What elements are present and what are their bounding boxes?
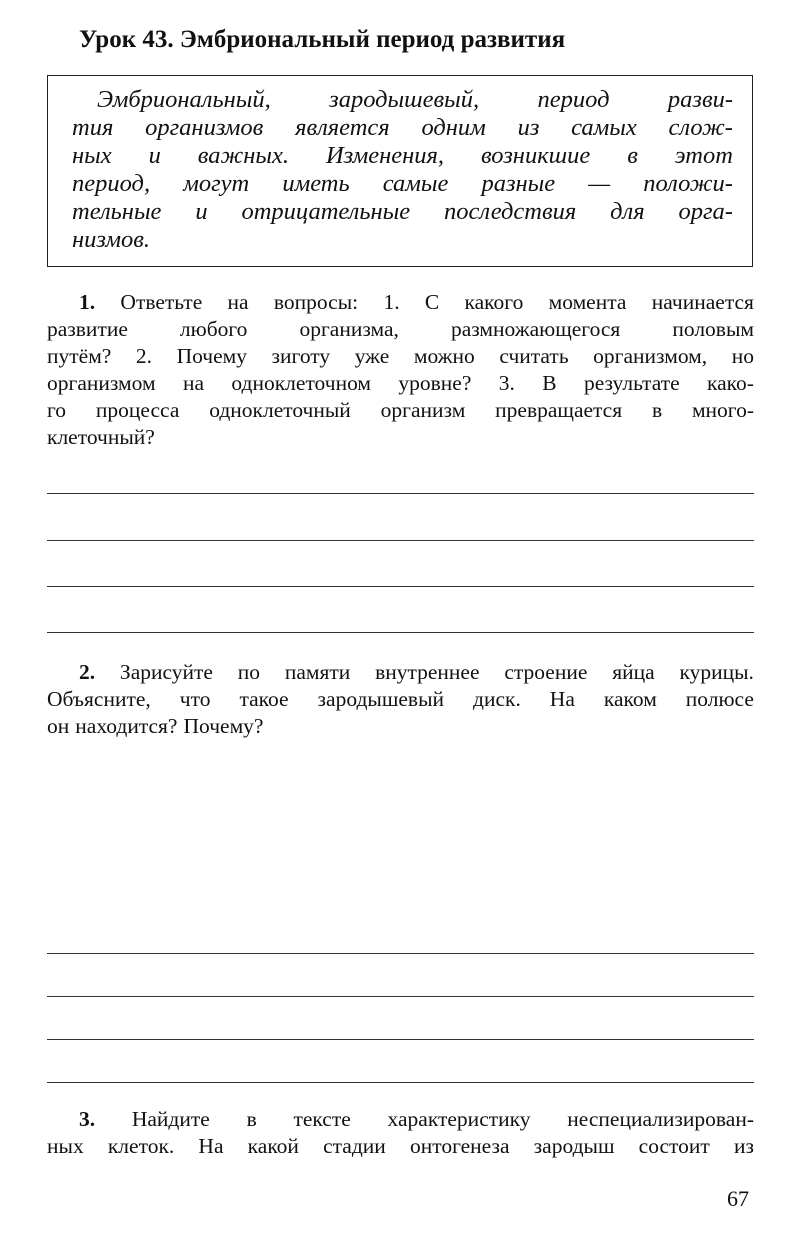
word: онтогенеза: [409, 1134, 510, 1158]
word: строение: [504, 660, 588, 684]
word: Объясните,: [47, 687, 151, 711]
word: результате: [583, 371, 680, 395]
lesson-title: Урок 43. Эмбриональный период развития: [79, 26, 566, 53]
answer-line[interactable]: [47, 996, 754, 997]
word: важных.: [197, 142, 290, 169]
word: положи-: [643, 170, 733, 197]
answer-line[interactable]: [47, 493, 754, 494]
word: процесса: [95, 398, 180, 422]
word: и: [148, 142, 161, 169]
word: слож-: [668, 114, 733, 141]
word: развитие: [47, 317, 128, 341]
word: тия: [72, 114, 114, 141]
answer-line[interactable]: [47, 1039, 754, 1040]
word: го: [47, 398, 67, 422]
word: Ответьте: [120, 290, 203, 314]
word: одноклеточном: [231, 371, 372, 395]
intro-line: [72, 227, 150, 253]
word: полюсе: [685, 687, 754, 711]
word: тельные: [72, 198, 162, 225]
word: момента: [548, 290, 627, 314]
word: самые: [382, 170, 449, 197]
word: каком: [603, 687, 657, 711]
word: разные: [481, 170, 556, 197]
word: клеточный?: [47, 425, 155, 449]
word: что: [179, 687, 211, 711]
word: В: [542, 371, 557, 395]
word: С: [424, 290, 440, 314]
page-number: 67: [727, 1186, 749, 1211]
word: На: [549, 687, 575, 711]
intro-line: [72, 143, 733, 169]
word: могут: [183, 170, 250, 197]
task-number: 1.: [79, 290, 96, 314]
task-1-line: [47, 397, 754, 423]
word: является: [295, 114, 390, 141]
word: 1.: [383, 290, 400, 314]
word: отрицательные: [241, 198, 411, 225]
word: период,: [72, 170, 151, 197]
word: клеток.: [107, 1134, 175, 1158]
word: курицы.: [679, 660, 754, 684]
answer-line[interactable]: [47, 632, 754, 633]
task-1-line: [79, 289, 754, 315]
word: период: [537, 86, 610, 113]
word: 3.: [498, 371, 515, 395]
word: ных: [47, 1134, 84, 1158]
word: начинается: [651, 290, 754, 314]
word: зиготу: [271, 344, 331, 368]
intro-line: [72, 199, 733, 225]
word: низмов.: [72, 226, 150, 253]
task-1-line: [47, 370, 754, 396]
word: из: [733, 1134, 754, 1158]
word: Зарисуйте: [119, 660, 213, 684]
word: зародышевый,: [329, 86, 480, 113]
word: На: [198, 1134, 224, 1158]
task-1-line: [47, 424, 155, 450]
word: уровне?: [398, 371, 472, 395]
word: памяти: [284, 660, 351, 684]
word: по: [237, 660, 261, 684]
word: —: [588, 170, 611, 197]
word: иметь: [282, 170, 350, 197]
word: в: [627, 142, 638, 169]
word: для: [610, 198, 645, 225]
word: Найдите: [131, 1107, 210, 1131]
word: организмом: [47, 371, 156, 395]
word: в: [246, 1107, 257, 1131]
word: уже: [354, 344, 390, 368]
word: организм: [380, 398, 466, 422]
task-number: 3.: [79, 1107, 96, 1131]
word: самых: [571, 114, 637, 141]
word: организма,: [299, 317, 399, 341]
word: в: [651, 398, 663, 422]
word: этот: [674, 142, 733, 169]
word: зародыш: [533, 1134, 615, 1158]
task-2-line: [47, 686, 754, 712]
word: одноклеточный: [209, 398, 351, 422]
word: Изменения,: [325, 142, 445, 169]
word: считать: [499, 344, 569, 368]
answer-line[interactable]: [47, 1082, 754, 1083]
word: диск.: [473, 687, 521, 711]
word: возникшие: [481, 142, 591, 169]
word: какой: [247, 1134, 299, 1158]
word: како-: [707, 371, 754, 395]
word: стадии: [323, 1134, 386, 1158]
word: Почему?: [183, 714, 264, 738]
task-2-line: [47, 713, 263, 739]
task-1-line: [47, 316, 754, 342]
word: из: [517, 114, 540, 141]
word: размножающегося: [450, 317, 621, 341]
word: Почему: [176, 344, 247, 368]
intro-line: [72, 115, 733, 141]
word: характеристику: [387, 1107, 531, 1131]
word: внутреннее: [375, 660, 480, 684]
task-number: 2.: [79, 660, 96, 684]
word: Эмбриональный,: [97, 86, 271, 113]
word: орга-: [678, 198, 733, 225]
task-3-line: [47, 1133, 754, 1159]
task-2-line: [79, 659, 754, 685]
word: и: [195, 198, 208, 225]
word: такое: [239, 687, 289, 711]
word: на: [227, 290, 249, 314]
task-3-line: [79, 1106, 754, 1132]
word: превращается: [495, 398, 623, 422]
answer-line[interactable]: [47, 586, 754, 587]
word: 2.: [135, 344, 153, 368]
word: неспециализирован-: [567, 1107, 754, 1131]
word: ных: [72, 142, 112, 169]
word: последствия: [444, 198, 577, 225]
intro-line: [97, 87, 733, 113]
answer-line[interactable]: [47, 953, 754, 954]
word: но: [731, 344, 754, 368]
word: яйца: [612, 660, 655, 684]
word: путём?: [47, 344, 112, 368]
word: на: [182, 371, 205, 395]
word: состоит: [638, 1134, 710, 1158]
word: половым: [672, 317, 754, 341]
word: какого: [464, 290, 524, 314]
word: разви-: [667, 86, 733, 113]
word: вопросы:: [273, 290, 359, 314]
word: тексте: [293, 1107, 351, 1131]
answer-line[interactable]: [47, 540, 754, 541]
intro-line: [72, 171, 733, 197]
word: много-: [691, 398, 754, 422]
word: можно: [413, 344, 475, 368]
word: находится?: [75, 714, 178, 738]
word: организмов: [145, 114, 264, 141]
word: организмом,: [593, 344, 708, 368]
word: одним: [421, 114, 486, 141]
word: зародышевый: [317, 687, 445, 711]
task-1-line: [47, 343, 754, 369]
word: он: [47, 714, 70, 738]
word: любого: [179, 317, 248, 341]
